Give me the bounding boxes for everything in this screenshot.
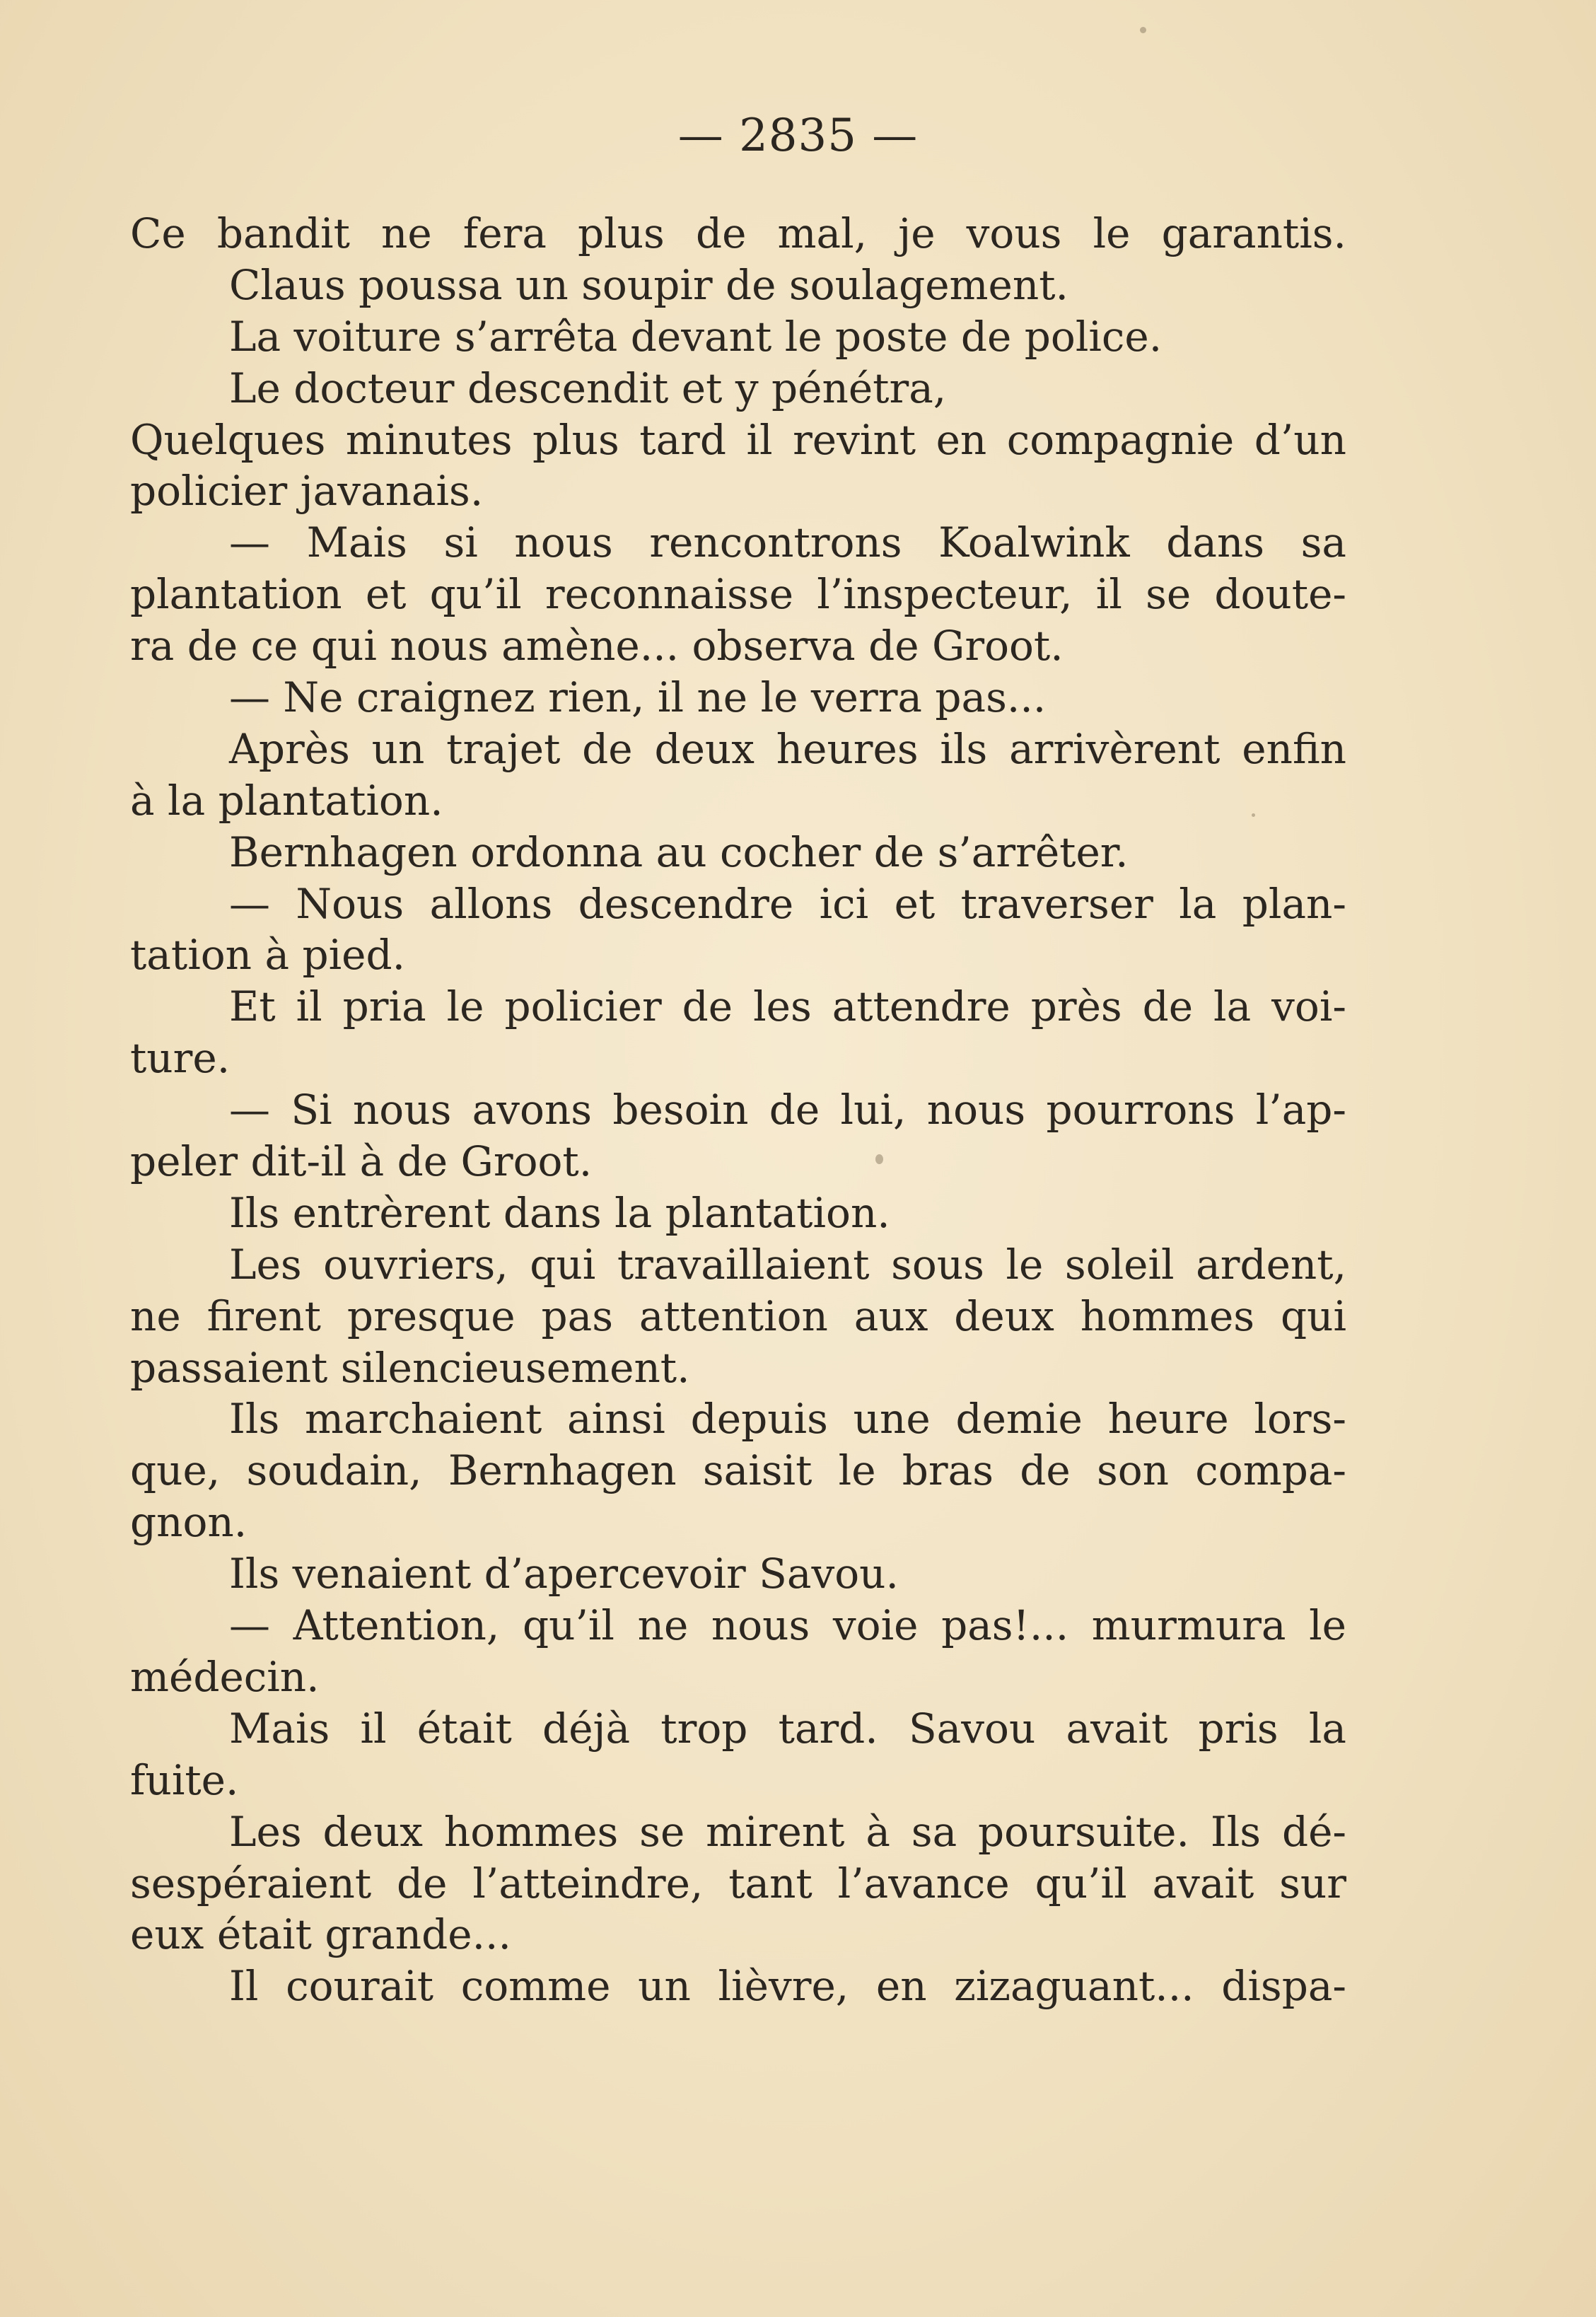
text-line: plantation et qu’il reconnaisse l’inspecteur, il se doute- (130, 570, 1346, 619)
page-number: — 2835 — (677, 110, 919, 162)
text-line: ture. (130, 1034, 231, 1083)
text-line: eux était grande... (130, 1910, 511, 1959)
text-line: Ils marchaient ainsi depuis une demie heure lors- (229, 1395, 1346, 1444)
text-line: — Nous allons descendre ici et traverser la plan- (229, 879, 1346, 928)
text-line: — Si nous avons besoin de lui, nous pourrons l’ap- (229, 1086, 1346, 1134)
text-line: ra de ce qui nous amène... observa de Groot. (130, 622, 1064, 670)
text-line: Claus poussa un soupir de soulagement. (229, 260, 1068, 309)
text-line: Quelques minutes plus tard il revint en compagnie d’un (130, 415, 1346, 464)
text-line: — Ne craignez rien, il ne le verra pas... (229, 673, 1047, 722)
text-line: ne firent presque pas attention aux deux hommes qui (130, 1291, 1346, 1340)
text-line: gnon. (130, 1498, 247, 1547)
text-line: médecin. (130, 1652, 320, 1701)
ink-speck (1140, 27, 1146, 33)
text-line: Il courait comme un lièvre, en zizaguant... dispa- (229, 1962, 1346, 2011)
text-line: policier javanais. (130, 467, 484, 516)
body-text (130, 208, 1346, 2012)
text-line: — Attention, qu’il ne nous voie pas!... murmura le (229, 1601, 1346, 1650)
text-line: Après un trajet de deux heures ils arrivèrent enfin (229, 724, 1346, 773)
text-line: Ils venaient d’apercevoir Savou. (229, 1550, 899, 1598)
text-line: Ils entrèrent dans la plantation. (229, 1188, 890, 1237)
text-line: que, soudain, Bernhagen saisit le bras de son compa- (130, 1446, 1346, 1495)
text-line: Ce bandit ne fera plus de mal, je vous le garantis. (130, 209, 1346, 257)
text-line: à la plantation. (130, 776, 443, 825)
text-line: fuite. (130, 1755, 239, 1804)
text-line: — Mais si nous rencontrons Koalwink dans sa (229, 518, 1346, 567)
text-line: Et il pria le policier de les attendre près de la voi- (229, 982, 1346, 1031)
text-line: Mais il était déjà trop tard. Savou avait pris la (229, 1704, 1346, 1753)
text-line: tation à pied. (130, 931, 406, 980)
text-line: peler dit-il à de Groot. (130, 1137, 593, 1186)
text-line: sespéraient de l’atteindre, tant l’avance qu’il avait sur (130, 1859, 1346, 1907)
text-line: Les ouvriers, qui travaillaient sous le soleil ardent, (229, 1240, 1346, 1289)
text-line: Le docteur descendit et y pénétra, (229, 364, 947, 412)
text-line: Bernhagen ordonna au cocher de s’arrêter. (229, 828, 1129, 876)
text-line: passaient silencieusement. (130, 1343, 690, 1392)
text-line: Les deux hommes se mirent à sa poursuite. Ils dé- (229, 1807, 1346, 1856)
text-line: La voiture s’arrêta devant le poste de police. (229, 312, 1163, 361)
